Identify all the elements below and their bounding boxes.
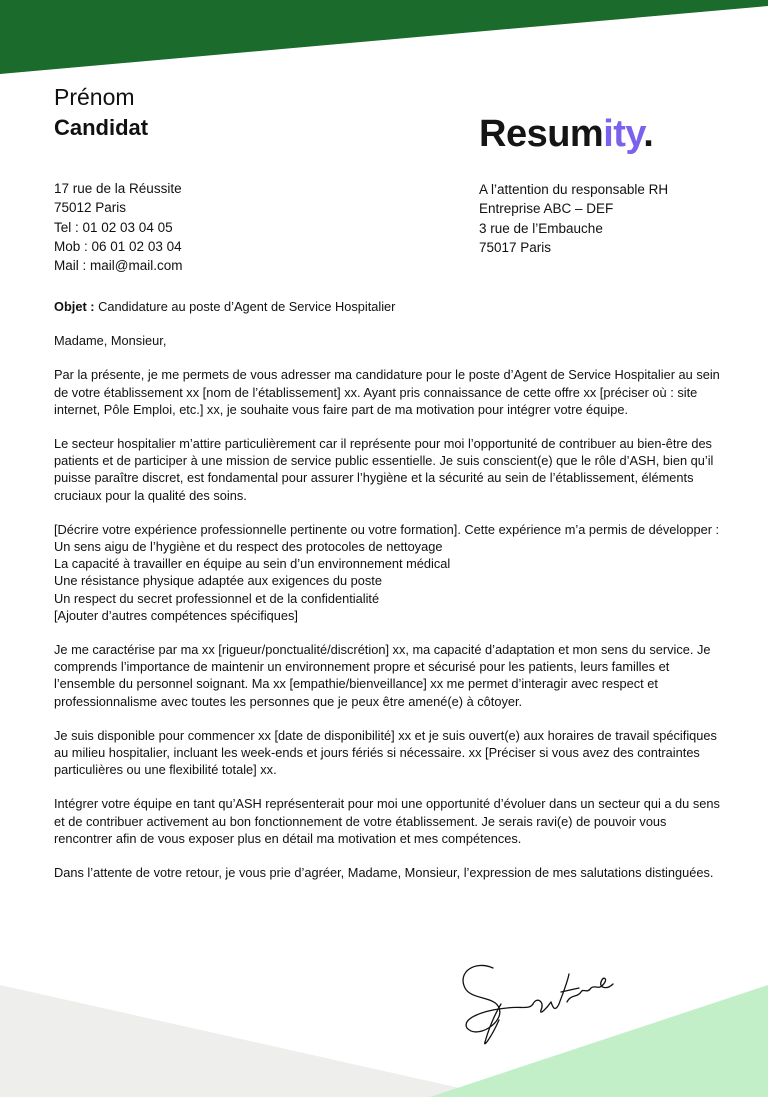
letter-closing: Dans l’attente de votre retour, je vous prie d’agréer, Madame, Monsieur, l’expression de mes salutations distinguées. bbox=[54, 865, 714, 881]
candidate-last-name: Candidat bbox=[54, 115, 149, 140]
top-green-banner bbox=[0, 0, 768, 74]
letter-subject bbox=[54, 298, 724, 315]
experience-intro: [Décrire votre expérience professionnelle pertinente ou votre formation]. Cette expérience m’a permis de développer : bbox=[54, 521, 720, 537]
subject-text: Candidature au poste d’Agent de Service Hospitalier bbox=[94, 299, 396, 314]
sender-mail: Mail : mail@mail.com bbox=[54, 258, 183, 274]
letter-body bbox=[54, 298, 724, 898]
resumity-logo bbox=[479, 113, 653, 156]
letter-paragraph-2: Le secteur hospitalier m’attire particulièrement car il représente pour moi l’opportunité de contribuer au bien-être des patients et de participer à une mission de service public essentielle. Je suis conscient(e) que le rôle d’ASH, bien qu’il puisse paraître discret, est fondamental pour assurer l’hygiène et la sécurité au sein de l’établissement, éléments cruciaux pour la qualité des soins. bbox=[54, 436, 714, 503]
skill-item: Une résistance physique adaptée aux exigences du poste bbox=[54, 573, 382, 589]
logo-main: Resum bbox=[479, 113, 604, 155]
bottom-gray-shape bbox=[0, 985, 500, 1097]
letter-paragraph-3 bbox=[54, 521, 724, 624]
logo-dot: . bbox=[643, 113, 654, 155]
recipient-attention: A l’attention du responsable RH bbox=[479, 182, 669, 197]
sender-street: 17 rue de la Réussite bbox=[54, 181, 182, 196]
recipient-street: 3 rue de l’Embauche bbox=[479, 220, 603, 236]
skill-item: La capacité à travailler en équipe au sein d’un environnement médical bbox=[54, 556, 451, 572]
skill-item: Un respect du secret professionnel et de la confidentialité bbox=[54, 590, 380, 606]
recipient-city: 75017 Paris bbox=[479, 239, 552, 255]
logo-accent: ity bbox=[603, 113, 644, 155]
skill-item: Un sens aigu de l’hygiène et du respect des protocoles de nettoyage bbox=[54, 539, 443, 555]
letter-paragraph-1: Par la présente, je me permets de vous adresser ma candidature pour le poste d’Agent de Service Hospitalier au sein de votre établissement xx [nom de l’établissement] xx. Ayant pris connaissance de cette offre xx [préciser où : site internet, Pôle Emploi, etc.] xx, je souhaite vous faire part de ma motivation pour intégrer votre équipe. bbox=[54, 367, 720, 417]
subject-label: Objet : bbox=[54, 299, 95, 314]
letter-paragraph-4: Je me caractérise par ma xx [rigueur/ponctualité/discrétion] xx, ma capacité d’adaptation et mon sens du service. Je comprends l’importance de maintenir un environnement propre et sécurisé pour les patients, leurs familles et l’ensemble du personnel soignant. Ma xx [empathie/bienveillance] xx me permet d’interagir avec respect et professionnalisme avec toutes les personnes que je peux être amené(e) à côtoyer. bbox=[54, 642, 711, 709]
handwritten-signature bbox=[455, 958, 615, 1048]
letter-salutation: Madame, Monsieur, bbox=[54, 333, 167, 349]
letter-paragraph-5: Je suis disponible pour commencer xx [date de disponibilité] xx et je suis ouvert(e) aux horaires de travail spécifiques au milieu hospitalier, incluant les week-ends et jours fériés si nécessaire. xx [Préciser si vous avez des contraintes particulières ou une flexibilité totale] xx. bbox=[54, 727, 717, 778]
sender-address-block bbox=[54, 179, 182, 275]
recipient-company: Entreprise ABC – DEF bbox=[479, 201, 614, 217]
sender-tel: Tel : 01 02 03 04 05 bbox=[54, 219, 173, 235]
sender-mob: Mob : 06 01 02 03 04 bbox=[54, 238, 182, 254]
candidate-first-name: Prénom bbox=[54, 84, 135, 110]
letter-paragraph-6: Intégrer votre équipe en tant qu’ASH représenterait pour moi une opportunité d’évoluer dans un secteur qui a du sens et de contribuer activement au bon fonctionnement de votre établissement. Je serais ravi(e) de pouvoir vous rencontrer afin de vous exposer plus en détail ma motivation et mes compétences. bbox=[54, 796, 720, 846]
skill-item: [Ajouter d’autres compétences spécifiques] bbox=[54, 607, 298, 623]
sender-city: 75012 Paris bbox=[54, 200, 127, 216]
recipient-address-block bbox=[479, 180, 668, 257]
